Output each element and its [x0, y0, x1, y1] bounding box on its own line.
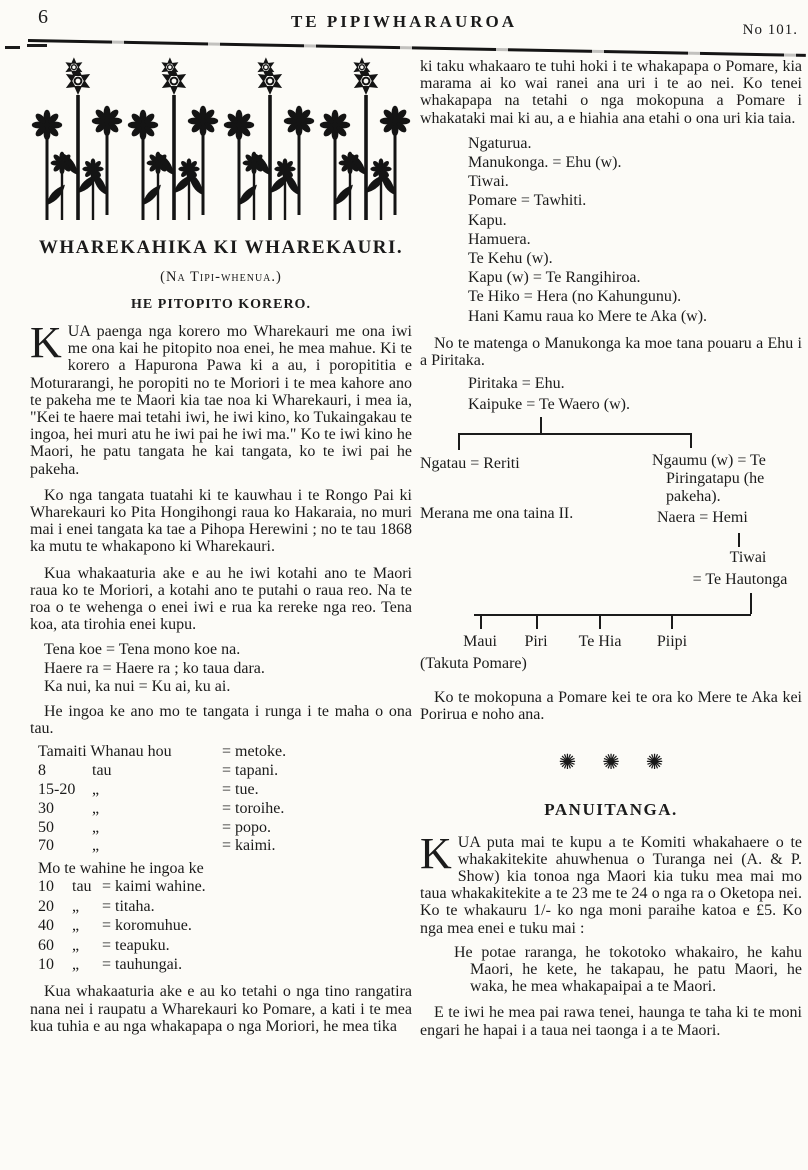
age-cell: 10 — [38, 878, 54, 896]
flower-banner-illustration — [30, 55, 412, 223]
age-cell: Tamaiti Whanau hou — [38, 743, 172, 761]
age-cell: 10 — [38, 955, 54, 973]
drop-cap: K — [30, 318, 62, 367]
name-cell: = popo. — [222, 818, 272, 836]
tree-node: Maui — [463, 633, 497, 651]
genealogy-line: Pomare = Tawhiti. — [468, 192, 587, 210]
tree-connector — [480, 614, 482, 629]
section-heading: HE PITOPITO KORERO. — [131, 297, 311, 312]
paragraph: Ko te mokopuna a Pomare kei te ora ko Mere te Aka kei Porirua e noho ana. — [420, 689, 802, 724]
tree-connector — [458, 433, 460, 450]
paragraph: ki taku whakaaro te tuhi hoki i te whakapapa o Pomare, kia marama ai ko wai ranei ana uri i te ao nei. Ko tenei whakapapa na tetahi o nga mokopuna a Pomare i whakataki mai ki au, a e hiahia ana etahi o ona uri kia taia. — [420, 58, 802, 127]
age-cell: 40 — [38, 917, 54, 935]
page-number: 6 — [38, 6, 48, 28]
name-cell: = tapani. — [222, 762, 279, 780]
tree-connector — [738, 533, 740, 547]
genealogy-line: Hani Kamu raua ko Mere te Aka (w). — [468, 307, 708, 325]
table-row — [30, 819, 412, 838]
name-cell: = metoke. — [222, 743, 287, 761]
margin-mark — [27, 44, 47, 47]
couple-line: Piritaka = Ehu. — [468, 375, 565, 393]
drop-cap: K — [420, 828, 452, 878]
tree-node: Piipi — [656, 633, 688, 651]
paragraph: E te iwi he mea pai rawa tenei, haunga te taha ki te moni engari he hapai i a taua nei taonga i a te Maori. — [420, 1004, 802, 1039]
notice-heading: PANUITANGA. — [544, 799, 678, 819]
paragraph: Kua whakaaturia ake e au he iwi kotahi ano te Maori raua ko te Moriori, a kotahi ano te putahi o raua reo. Na te roa o te wehenga o enei iwi e rua ka rereke nga reo. Tena koa, ata tirohia enei kupu. — [30, 564, 412, 634]
name-cell: = titaha. — [102, 897, 155, 915]
tree-connector — [750, 593, 752, 614]
glossary-list — [30, 641, 412, 697]
glossary-line: Haere ra = Haere ra ; ko taua dara. — [44, 659, 265, 677]
genealogy-list — [420, 134, 802, 326]
name-cell: = toroihe. — [222, 799, 285, 817]
table-row — [30, 897, 412, 916]
paragraph: He ingoa ke ano mo te tangata i runga i te maha o ona tau. — [30, 702, 412, 738]
tree-connector — [474, 614, 751, 616]
name-cell: = kaimi wahine. — [102, 878, 206, 896]
ditto-cell: „ — [72, 897, 80, 915]
whakapapa-tree-2 — [420, 533, 802, 681]
age-cell: 50 — [38, 818, 54, 836]
ditto-cell: „ — [92, 818, 100, 836]
paragraph-text: UA paenga nga korero mo Wharekauri me ona iwi me ona kai he pitopito noa enei, he mea mahue. Ki te korero a Hapurona Pawa ki a au, i poropititia e Moturarangi, he poropiti no te Moriori i te mea kahore ano te pakeha me te Maori kia tae noa ki Wharekauri, i mea ia, "Kei te haere mai tetahi iwi, he iwi kino, ko Tukaingakau te ingoa, hei muri atu he iwi pai he iwi ma." Ko te iwi kino he Maori, he patu tangata he kai tangata, ko te iwi pai he pakeha. — [30, 323, 412, 478]
age-names-table — [30, 743, 412, 856]
rosette-ornament-icon: ✺ — [558, 749, 577, 774]
tree-node: Ngatau = Reriti — [420, 455, 520, 473]
ditto-cell: „ — [72, 917, 80, 935]
paragraph: No te matenga o Manukonga ka moe tana pouaru a Ehu i a Piritaka. — [420, 334, 802, 370]
tree-connector — [540, 417, 542, 433]
masthead-title: TE PIPIWHARAUROA — [290, 12, 518, 31]
paragraph: Mo te wahine he ingoa ke — [38, 860, 204, 878]
paragraph — [420, 828, 802, 937]
ditto-cell: „ — [72, 936, 80, 954]
ditto-cell: tau — [92, 762, 112, 780]
left-column — [30, 55, 412, 1035]
couple-line: Kaipuke = Te Waero (w). — [468, 395, 630, 413]
genealogy-line: Kapu. — [468, 211, 507, 229]
women-names-table — [30, 877, 412, 974]
genealogy-line: Tiwai. — [468, 173, 509, 191]
age-cell: 70 — [38, 837, 54, 855]
genealogy-line: Kapu (w) = Te Rangihiroa. — [468, 269, 641, 287]
tree-node: = Te Hautonga — [692, 571, 788, 589]
genealogy-line: Te Hiko = Hera (no Kahungunu). — [468, 288, 682, 306]
paragraph: Ko nga tangata tuatahi ki te kauwhau i te Rongo Pai ki Wharekauri ko Pita Hongihongi raua ko Hakaraia, no muri mai i enei tangata ka tae a Pihopa Herewini ; no te tau 1868 ka mutu te whakapono ki Wharekauri. — [30, 486, 412, 556]
genealogy-line: Hamuera. — [468, 230, 531, 248]
paragraph: He potae raranga, he tokotoko whakairo, he kahu Maori, he kete, he takapau, he patu Maori, he waka, he mea whakapaipai a te Maori. — [454, 943, 802, 996]
table-row — [30, 743, 412, 762]
tree-connector — [671, 614, 673, 629]
name-cell: = tue. — [222, 780, 259, 798]
rosette-ornament-icon: ✺ — [645, 749, 664, 774]
issue-number: No 101. — [742, 22, 798, 38]
name-cell: = koromuhue. — [102, 917, 192, 935]
table-row — [30, 936, 412, 955]
tree-connector — [458, 433, 692, 435]
ornament-divider — [420, 750, 802, 774]
ditto-cell: „ — [72, 955, 80, 973]
paragraph — [30, 318, 412, 478]
age-cell: 8 — [38, 762, 46, 780]
tree-node: Naera = Hemi — [657, 509, 748, 527]
paragraph-text: UA puta mai te kupu a te Komiti whakahaere o te whakakitekite ahuwhenua o Turanga nei (A. & P. Show) kia tonoa nga Maori kia tuku mea mai mo taua whakakitekite a te 23 me te 24 o nga ra o Oketopa nei. Ko te whakauru 1/- ko nga moni paraihe katoa e £5. Ko nga mea enei e tuku mai : — [420, 833, 802, 937]
name-cell: = tauhungai. — [102, 955, 183, 973]
ditto-cell: „ — [92, 780, 100, 798]
name-cell: = teapuku. — [102, 936, 170, 954]
age-cell: 20 — [38, 897, 54, 915]
paragraph: Kua whakaaturia ake e au ko tetahi o nga tino rangatira nana nei i raupatu a Wharekauri ko Pomare, a kati i te mea kua tuhia e au nga whakapapa o nga Moriori, he mea tika — [30, 983, 412, 1035]
age-cell: 15-20 — [38, 780, 76, 798]
name-cell: = kaimi. — [222, 837, 276, 855]
tree-connector — [536, 614, 538, 629]
tree-node-note: (Takuta Pomare) — [420, 655, 527, 673]
tree-node: Tiwai — [729, 549, 767, 567]
glossary-line: Ka nui, ka nui = Ku ai, ku ai. — [44, 678, 231, 696]
genealogy-line: Ngaturua. — [468, 134, 532, 152]
table-row — [30, 837, 412, 856]
genealogy-line: Manukonga. = Ehu (w). — [468, 154, 622, 172]
table-row — [30, 955, 412, 974]
ditto-cell: „ — [92, 799, 100, 817]
glossary-line: Tena koe = Tena mono koe na. — [44, 641, 241, 659]
table-row — [30, 916, 412, 935]
tree-node: Merana me ona taina II. — [420, 505, 574, 523]
margin-mark — [5, 46, 20, 49]
table-row — [30, 781, 412, 800]
article-title: WHAREKAHIKA KI WHAREKAURI. — [38, 237, 404, 258]
tree-connector — [690, 433, 692, 448]
tree-node: Te Hia — [578, 633, 622, 651]
genealogy-line: Te Kehu (w). — [468, 250, 553, 268]
ditto-cell: „ — [92, 837, 100, 855]
table-row — [30, 762, 412, 781]
tree-node: Piri — [524, 633, 548, 651]
age-cell: 30 — [38, 799, 54, 817]
article-byline: (Na Tipi-whenua.) — [160, 269, 282, 285]
age-cell: 60 — [38, 936, 54, 954]
table-row — [30, 877, 412, 896]
tree-connector — [599, 614, 601, 629]
right-column — [420, 58, 802, 1039]
whakapapa-tree-1 — [420, 417, 802, 533]
ditto-cell: tau — [72, 878, 92, 896]
couple-lines — [420, 374, 802, 415]
rosette-ornament-icon: ✺ — [602, 749, 620, 774]
tree-node: Ngaumu (w) = Te Piringatapu (he pakeha). — [652, 452, 766, 506]
table-row — [30, 800, 412, 819]
